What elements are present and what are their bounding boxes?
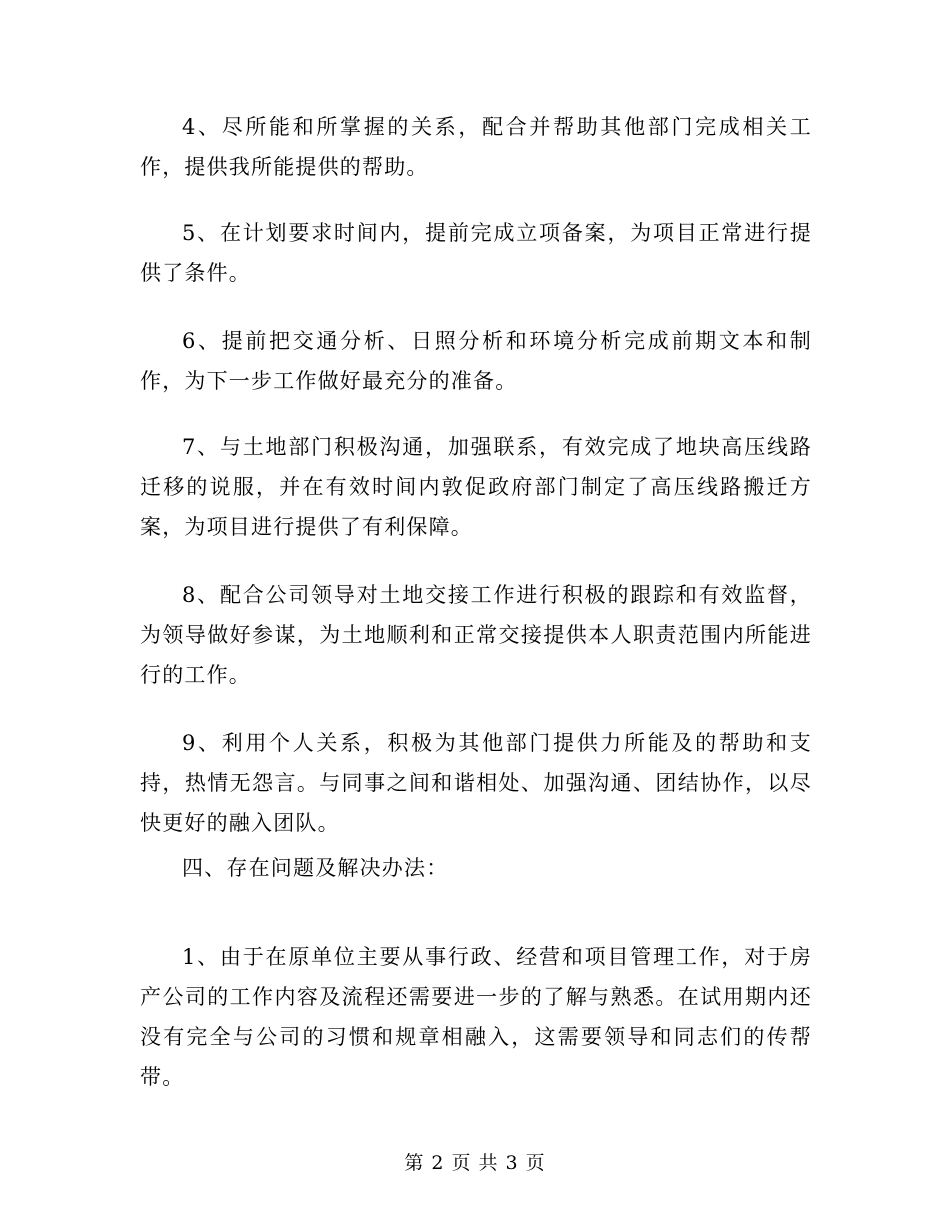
paragraph-item-8: 8、配合公司领导对土地交接工作进行积极的跟踪和有效监督，为领导做好参谋，为土地顺利和正常交接提供本人职责范围内所能进行的工作。 (140, 583, 812, 687)
paragraph-item-7: 7、与土地部门积极沟通，加强联系，有效完成了地块高压线路迁移的说服，并在有效时间内敦促政府部门制定了高压线路搬迁方案，为项目进行提供了有利保障。 (140, 435, 812, 539)
paragraph-item-9: 9、利用个人关系，积极为其他部门提供力所能及的帮助和支持，热情无怨言。与同事之间和谐相处、加强沟通、团结协作，以尽快更好的融入团队。 (140, 731, 812, 835)
section-heading: 四、存在问题及解决办法： (182, 856, 449, 880)
page-number-footer: 第 2 页 共 3 页 (404, 1152, 546, 1174)
paragraph-item-5: 5、在计划要求时间内，提前完成立项备案，为项目正常进行提供了条件。 (140, 221, 812, 285)
paragraph-problem-1: 1、由于在原单位主要从事行政、经营和项目管理工作，对于房产公司的工作内容及流程还需要进一步的了解与熟悉。在试用期内还没有完全与公司的习惯和规章相融入，这需要领导和同志们的传帮带。 (140, 945, 812, 1089)
paragraph-item-6: 6、提前把交通分析、日照分析和环境分析完成前期文本和制作，为下一步工作做好最充分的准备。 (140, 329, 812, 393)
paragraph-item-4: 4、尽所能和所掌握的关系，配合并帮助其他部门完成相关工作，提供我所能提供的帮助。 (140, 115, 812, 179)
